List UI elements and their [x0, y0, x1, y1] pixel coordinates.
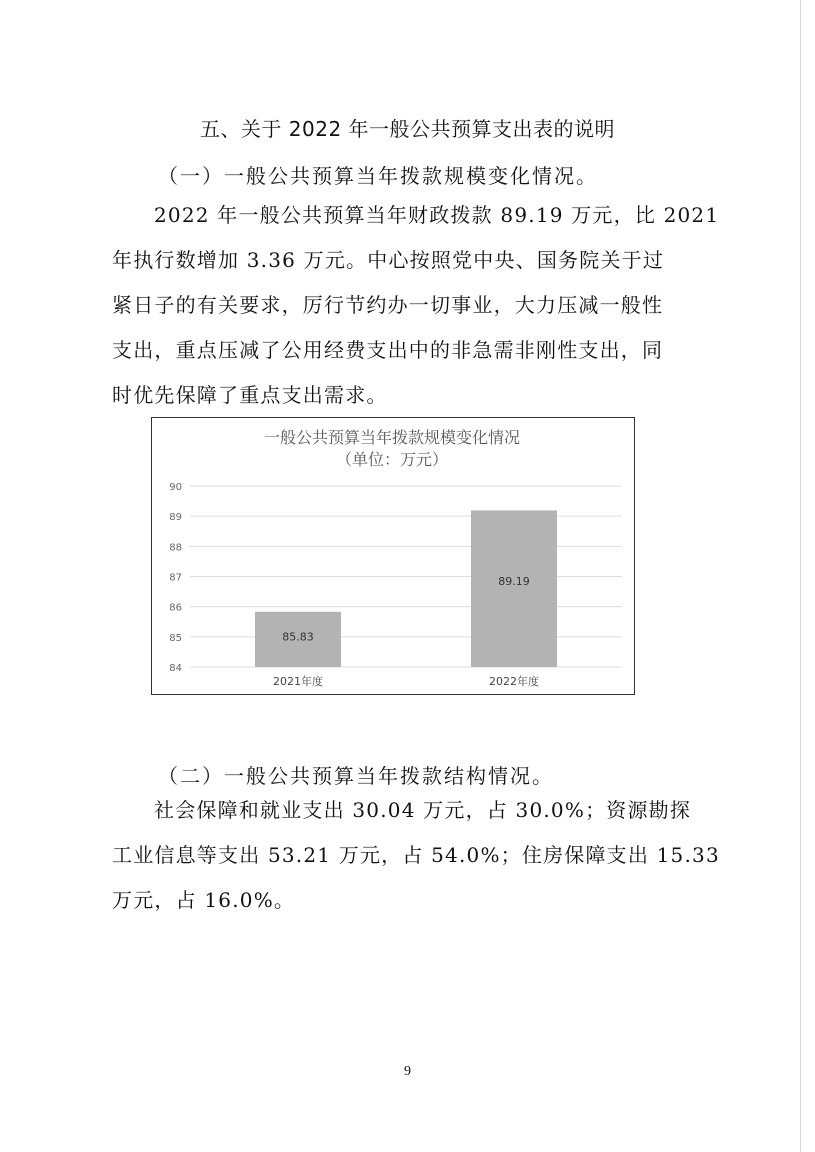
paragraph-1-line: 时优先保障了重点支出需求。	[112, 383, 388, 407]
paragraph-2-line: 万元，占 16.0%。	[112, 888, 296, 912]
y-tick-label: 85	[169, 632, 182, 644]
paragraph-1-line: 支出，重点压减了公用经费支出中的非急需非刚性支出，同	[112, 338, 664, 362]
y-tick-label: 84	[169, 663, 182, 674]
paragraph-2-line: 社会保障和就业支出 30.04 万元，占 30.0%；资源勘探	[154, 798, 692, 822]
paragraph-1-line: 年执行数增加 3.36 万元。中心按照党中央、国务院关于过	[112, 248, 665, 272]
chart-x-labels	[273, 674, 539, 688]
y-tick-label: 90	[169, 482, 182, 493]
bar-chart	[151, 417, 635, 695]
bar-data-label: 89.19	[498, 574, 530, 588]
chart-bars	[255, 510, 557, 667]
subheading-2: （二）一般公共预算当年拨款结构情况。	[158, 764, 554, 788]
y-tick-label: 86	[169, 602, 182, 614]
chart-canvas	[152, 418, 633, 693]
bar-data-label: 85.83	[282, 630, 314, 644]
chart-subtitle: （单位：万元）	[335, 450, 449, 469]
paragraph-1	[112, 193, 720, 418]
page-edge-line	[800, 0, 801, 1152]
paragraph-2-line: 工业信息等支出 53.21 万元，占 54.0%；住房保障支出 15.33	[112, 843, 720, 867]
paragraph-1-line: 2022 年一般公共预算当年财政拨款 89.19 万元，比 2021	[154, 203, 720, 227]
x-category-label: 2022年度	[489, 675, 539, 688]
chart-title: 一般公共预算当年拨款规模变化情况	[263, 428, 521, 447]
chart-gridlines	[190, 486, 622, 667]
page-number: 9	[404, 1064, 411, 1079]
section-heading: 五、关于 2022 年一般公共预算支出表的说明	[199, 117, 616, 141]
paragraph-2	[112, 788, 720, 923]
y-tick-label: 89	[169, 512, 182, 524]
x-category-label: 2021年度	[273, 675, 323, 688]
paragraph-1-line: 紧日子的有关要求，厉行节约办一切事业，大力压减一般性	[112, 293, 664, 317]
subheading-1: （一）一般公共预算当年拨款规模变化情况。	[158, 164, 598, 188]
bar	[471, 510, 557, 667]
y-tick-label: 88	[169, 542, 182, 554]
chart-y-ticks	[169, 482, 182, 674]
y-tick-label: 87	[169, 572, 182, 584]
